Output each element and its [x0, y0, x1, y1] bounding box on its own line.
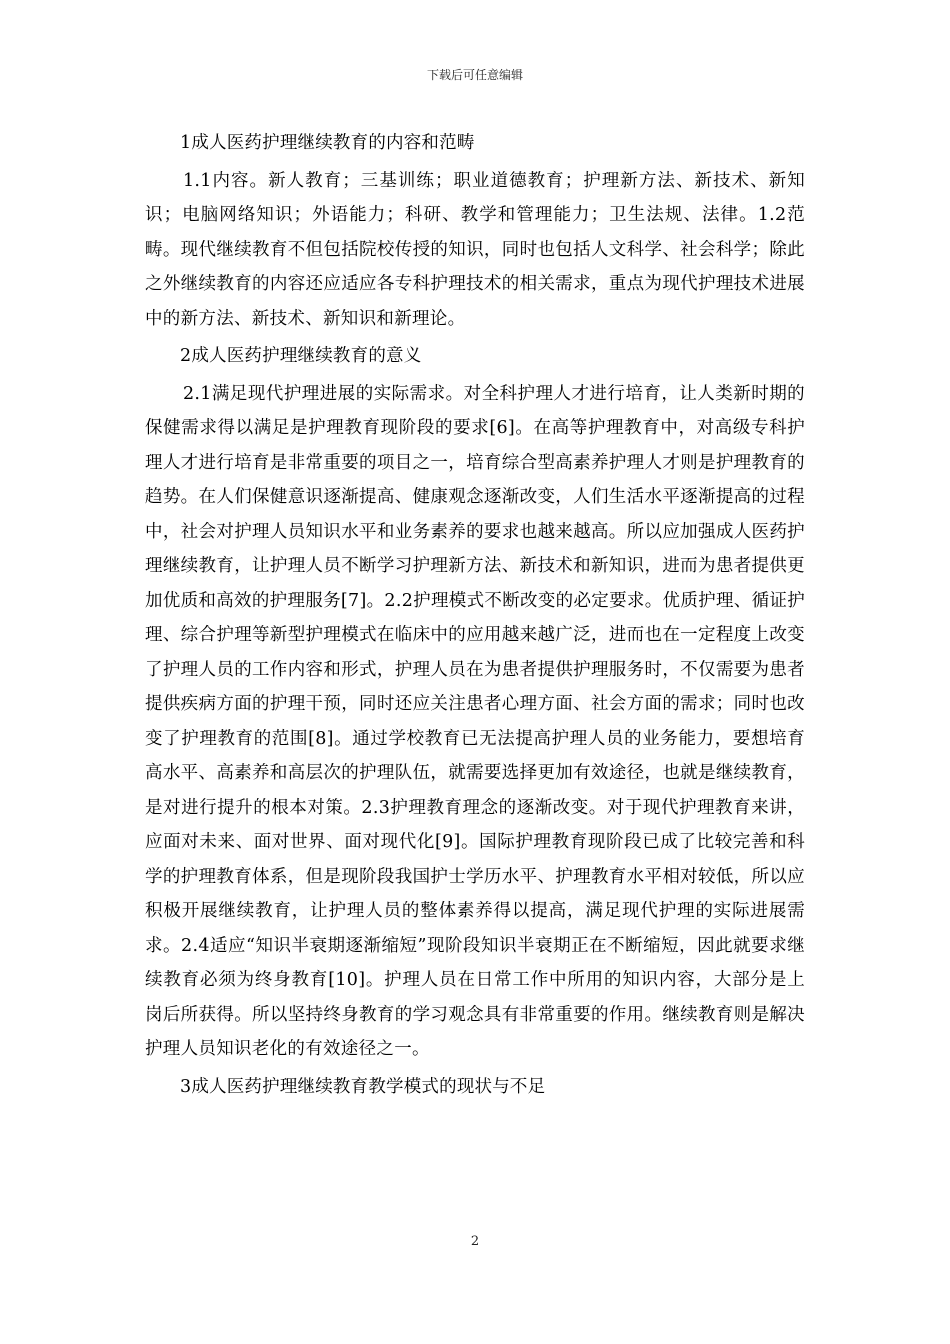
section-heading-3: 3成人医药护理继续教育教学模式的现状与不足: [180, 1076, 546, 1097]
page-header: 下载后可任意编辑: [426, 68, 523, 82]
section-heading-1: 1成人医药护理继续教育的内容和范畴: [180, 133, 475, 153]
section-heading-2: 2成人医药护理继续教育的意义: [180, 346, 422, 366]
section-paragraph-2: 2.1满足现代护理进展的实际需求。对全科护理人才进行培育，让人类新时期的保健需求得以满足是护理教育现阶段的要求[6]。在高等护理教育中，对高级专科护理人才进行培育是非常重要的项目之一，培育综合型高素养护理人才则是护理教育的趋势。在人们保健意识逐渐提高、健康观念逐渐改变，人们生活水平逐渐提高的过程中，社会对护理人员知识水平和业务素养的要求也越来越高。所以应加强成人医药护理继续教育，让护理人员不断学习护理新方法、新技术和新知识，进而为患者提供更加优质和高效的护理服务[7]。2.2护理模式不断改变的必定要求。优质护理、循证护理、综合护理等新型护理模式在临床中的应用越来越广泛，进而也在一定程度上改变了护理人员的工作内容和形式，护理人员在为患者提供护理服务时，不仅需要为患者提供疾病方面的护理干预，同时还应关注患者心理方面、社会方面的需求；同时也改变了护理教育的范围[8]。通过学校教育已无法提高护理人员的业务能力，要想培育高水平、高素养和高层次的护理队伍，就需要选择更加有效途径，也就是继续教育，是对进行提升的根本对策。2.3护理教育理念的逐渐改变。对于现代护理教育来讲，应面对未来、面对世界、面对现代化[9]。国际护理教育现阶段已成了比较完善和科学的护理教育体系，但是现阶段我国护士学历水平、护理教育水平相对较低，所以应积极开展继续教育，让护理人员的整体素养得以提高，满足现代护理的实际进展需求。2.4适应“知识半衰期逐渐缩短”现阶段知识半衰期正在不断缩短，因此就要求继续教育必须为终身教育[10]。护理人员在日常工作中所用的知识内容，大部分是上岗后所获得。所以坚持终身教育的学习观念具有非常重要的作用。继续教育则是解决护理人员知识老化的有效途径之一。: [145, 383, 805, 1059]
section-paragraph-1: 1.1内容。新人教育；三基训练；职业道德教育；护理新方法、新技术、新知识；电脑网络知识；外语能力；科研、教学和管理能力；卫生法规、法律。1.2范畴。现代继续教育不但包括院校传授的知识，同时也包括人文科学、社会科学；除此之外继续教育的内容还应适应各专科护理技术的相关需求，重点为现代护理技术进展中的新方法、新技术、新知识和新理论。: [145, 170, 805, 329]
document-body: [145, 126, 805, 1107]
page-number: 2: [470, 1234, 480, 1249]
